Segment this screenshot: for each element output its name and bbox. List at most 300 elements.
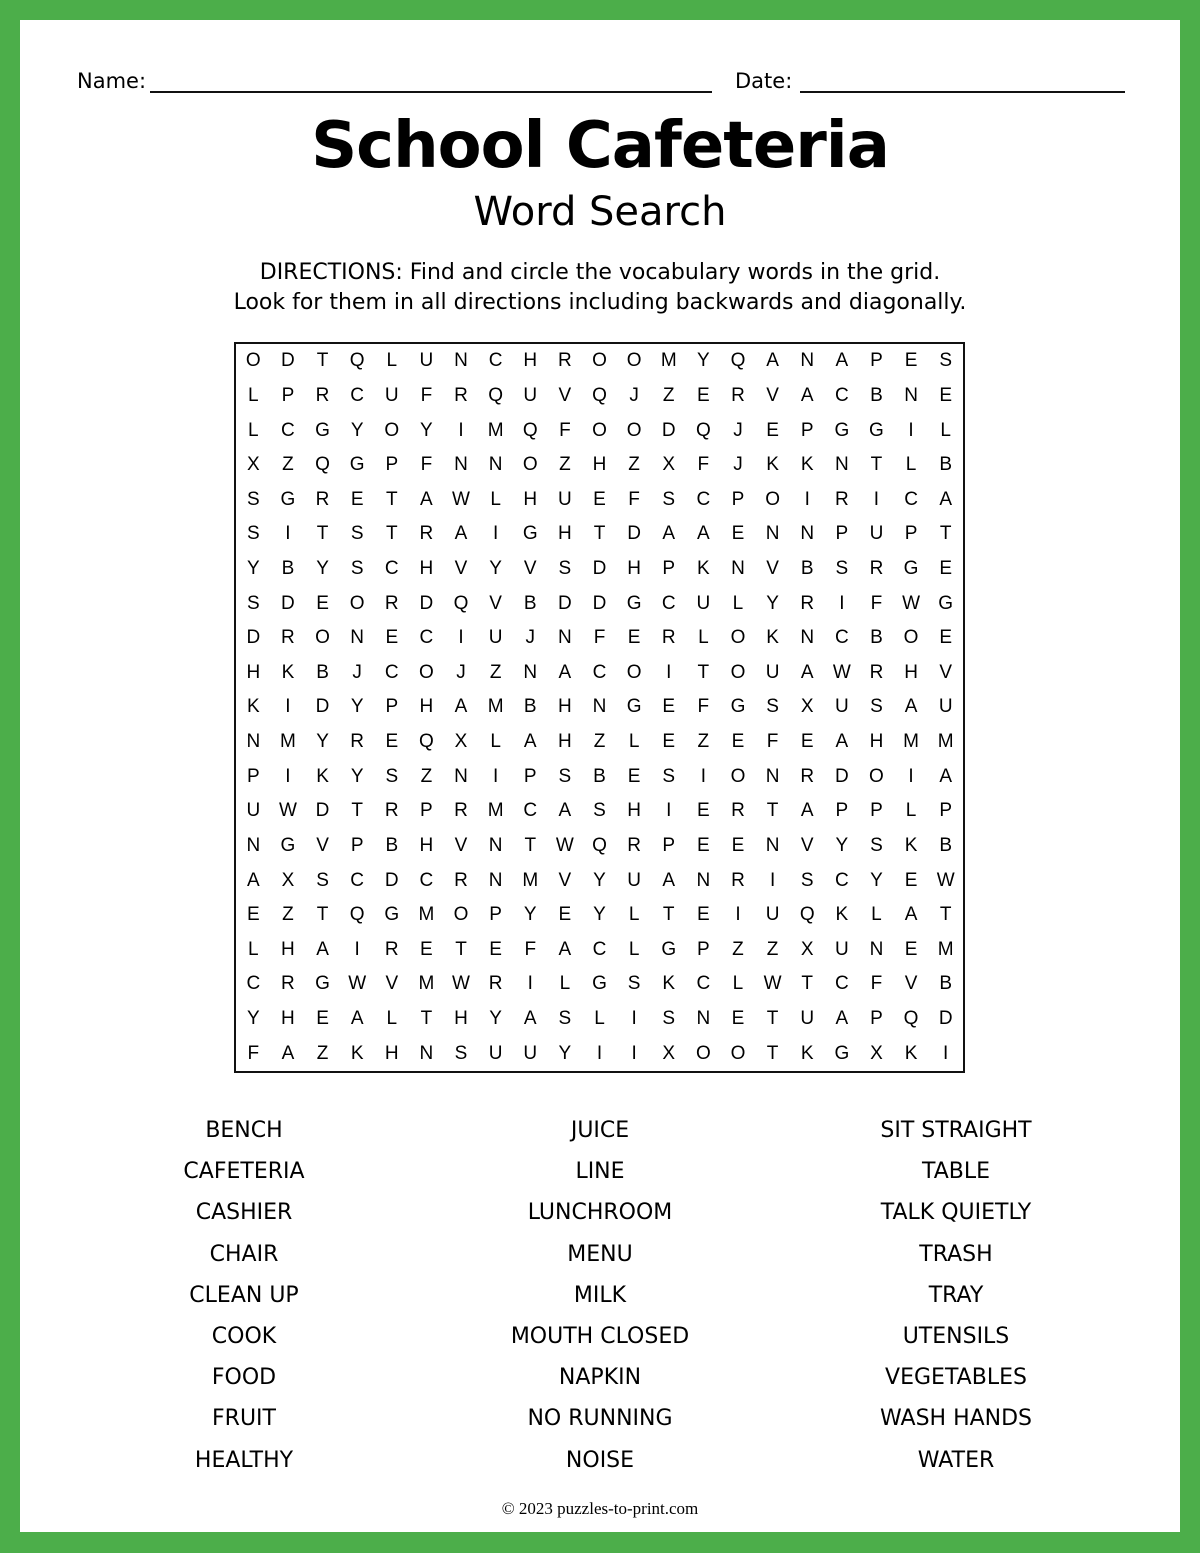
grid-cell[interactable]: H <box>419 834 434 856</box>
grid-cell[interactable]: H <box>558 731 572 753</box>
grid-cell[interactable]: B <box>316 661 329 683</box>
grid-cell[interactable]: H <box>246 661 261 683</box>
grid-cell[interactable]: F <box>420 384 433 406</box>
grid-cell[interactable]: O <box>453 904 469 926</box>
grid-cell[interactable]: I <box>631 1008 637 1030</box>
grid-cell[interactable]: V <box>558 384 572 406</box>
grid-cell[interactable]: E <box>697 834 710 856</box>
grid-cell[interactable]: M <box>487 800 504 822</box>
grid-cell[interactable]: X <box>870 1042 883 1064</box>
grid-cell[interactable]: P <box>870 1008 883 1030</box>
grid-cell[interactable]: P <box>385 696 399 718</box>
grid-cell[interactable]: W <box>278 800 297 822</box>
grid-cell[interactable]: R <box>454 384 468 406</box>
grid-cell[interactable]: Q <box>522 419 538 441</box>
grid-cell[interactable]: E <box>316 1008 329 1030</box>
grid-cell[interactable]: T <box>697 661 710 683</box>
grid-cell[interactable]: G <box>938 592 954 614</box>
grid-cell[interactable]: A <box>835 731 849 753</box>
grid-cell[interactable]: C <box>384 558 399 580</box>
grid-cell[interactable]: F <box>870 592 883 614</box>
grid-cell[interactable]: S <box>593 800 606 822</box>
grid-cell[interactable]: Q <box>315 454 330 476</box>
grid-cell[interactable]: P <box>385 454 399 476</box>
grid-cell[interactable]: I <box>596 1042 603 1064</box>
grid-cell[interactable]: O <box>903 627 919 649</box>
grid-cell[interactable]: U <box>834 938 849 960</box>
grid-cell[interactable]: P <box>731 488 745 510</box>
grid-cell[interactable]: T <box>316 350 329 372</box>
grid-cell[interactable]: L <box>628 731 640 753</box>
grid-cell[interactable]: S <box>316 869 329 891</box>
grid-cell[interactable]: S <box>454 1042 468 1064</box>
grid-cell[interactable]: A <box>454 523 468 545</box>
grid-cell[interactable]: M <box>937 731 954 753</box>
grid-cell[interactable]: I <box>285 696 291 718</box>
grid-cell[interactable]: K <box>246 696 260 718</box>
grid-cell[interactable]: M <box>660 350 677 372</box>
grid-cell[interactable]: C <box>592 661 607 683</box>
grid-cell[interactable]: O <box>245 350 261 372</box>
grid-cell[interactable]: P <box>350 834 364 856</box>
grid-cell[interactable]: T <box>385 488 398 510</box>
grid-cell[interactable]: I <box>908 765 914 787</box>
grid-cell[interactable]: D <box>627 523 641 545</box>
grid-cell[interactable]: K <box>766 627 779 649</box>
grid-cell[interactable]: N <box>488 869 503 891</box>
grid-cell[interactable]: A <box>523 731 537 753</box>
grid-cell[interactable]: H <box>419 696 434 718</box>
grid-cell[interactable]: V <box>316 834 329 856</box>
grid-cell[interactable]: F <box>420 454 433 476</box>
grid-cell[interactable]: O <box>419 661 434 683</box>
grid-cell[interactable]: G <box>626 592 642 614</box>
grid-cell[interactable]: Y <box>835 834 849 856</box>
grid-cell[interactable]: I <box>873 488 880 510</box>
grid-cell[interactable]: E <box>593 488 606 510</box>
grid-cell[interactable]: X <box>662 454 676 476</box>
grid-cell[interactable]: T <box>939 904 952 926</box>
grid-cell[interactable]: Z <box>282 454 294 476</box>
grid-cell[interactable]: S <box>246 488 260 510</box>
grid-cell[interactable]: S <box>835 558 849 580</box>
grid-cell[interactable]: V <box>939 661 953 683</box>
grid-cell[interactable]: D <box>834 765 849 787</box>
grid-cell[interactable]: H <box>627 800 641 822</box>
grid-cell[interactable]: T <box>662 904 675 926</box>
grid-cell[interactable]: K <box>904 1042 918 1064</box>
grid-cell[interactable]: T <box>316 523 329 545</box>
grid-cell[interactable]: Y <box>246 1008 260 1030</box>
grid-cell[interactable]: A <box>558 800 572 822</box>
grid-cell[interactable]: V <box>385 973 399 995</box>
grid-cell[interactable]: Q <box>349 904 365 926</box>
grid-cell[interactable]: A <box>523 1008 537 1030</box>
grid-cell[interactable]: T <box>870 454 883 476</box>
grid-cell[interactable]: N <box>454 350 468 372</box>
grid-cell[interactable]: J <box>525 627 535 649</box>
grid-cell[interactable]: S <box>662 1008 676 1030</box>
grid-cell[interactable]: I <box>458 627 464 649</box>
letter-grid[interactable] <box>234 342 965 1073</box>
grid-cell[interactable]: T <box>524 834 537 856</box>
grid-cell[interactable]: G <box>834 419 850 441</box>
grid-cell[interactable]: M <box>418 973 435 995</box>
grid-cell[interactable]: C <box>523 800 538 822</box>
grid-cell[interactable]: I <box>492 523 499 545</box>
grid-cell[interactable]: W <box>348 973 367 995</box>
grid-cell[interactable]: O <box>695 1042 711 1064</box>
grid-cell[interactable]: V <box>523 558 537 580</box>
grid-cell[interactable]: S <box>939 350 953 372</box>
grid-cell[interactable]: Y <box>420 419 433 441</box>
grid-cell[interactable]: N <box>800 523 815 545</box>
grid-cell[interactable]: C <box>592 938 607 960</box>
grid-cell[interactable]: E <box>350 488 364 510</box>
grid-cell[interactable]: E <box>385 731 399 753</box>
grid-cell[interactable]: B <box>385 834 399 856</box>
grid-cell[interactable]: F <box>870 973 883 995</box>
grid-cell[interactable]: J <box>352 661 362 683</box>
grid-cell[interactable]: A <box>350 1008 364 1030</box>
grid-cell[interactable]: K <box>281 661 295 683</box>
grid-cell[interactable]: C <box>696 488 711 510</box>
grid-cell[interactable]: U <box>938 696 953 718</box>
grid-cell[interactable]: N <box>765 834 780 856</box>
grid-cell[interactable]: E <box>939 384 953 406</box>
grid-cell[interactable]: F <box>697 454 710 476</box>
grid-cell[interactable]: E <box>904 869 918 891</box>
grid-cell[interactable]: N <box>523 661 538 683</box>
grid-cell[interactable]: A <box>766 350 779 372</box>
grid-cell[interactable]: R <box>558 350 572 372</box>
grid-cell[interactable]: A <box>800 661 814 683</box>
grid-cell[interactable]: O <box>730 1042 746 1064</box>
grid-cell[interactable]: L <box>940 419 951 441</box>
grid-cell[interactable]: F <box>247 1042 260 1064</box>
grid-cell[interactable]: U <box>800 1008 815 1030</box>
grid-cell[interactable]: L <box>905 454 917 476</box>
grid-cell[interactable]: S <box>558 558 572 580</box>
grid-cell[interactable]: E <box>627 765 641 787</box>
grid-cell[interactable]: Y <box>489 558 502 580</box>
grid-cell[interactable]: Z <box>316 1042 329 1064</box>
grid-cell[interactable]: R <box>869 661 884 683</box>
grid-cell[interactable]: E <box>246 904 260 926</box>
grid-cell[interactable]: R <box>315 384 330 406</box>
grid-cell[interactable]: H <box>558 696 572 718</box>
grid-cell[interactable]: X <box>662 1042 676 1064</box>
grid-cell[interactable]: A <box>800 384 814 406</box>
grid-cell[interactable]: W <box>452 488 470 510</box>
grid-cell[interactable]: R <box>800 592 815 614</box>
grid-cell[interactable]: N <box>454 765 468 787</box>
grid-cell[interactable]: N <box>246 731 261 753</box>
grid-cell[interactable]: L <box>248 419 259 441</box>
grid-cell[interactable]: E <box>697 800 710 822</box>
grid-cell[interactable]: R <box>384 800 399 822</box>
grid-cell[interactable]: S <box>246 523 260 545</box>
grid-cell[interactable]: Y <box>246 558 260 580</box>
grid-cell[interactable]: C <box>384 661 399 683</box>
grid-cell[interactable]: Q <box>419 731 434 753</box>
grid-cell[interactable]: F <box>593 627 606 649</box>
grid-cell[interactable]: B <box>939 834 953 856</box>
grid-cell[interactable]: B <box>800 558 814 580</box>
grid-cell[interactable]: L <box>732 973 744 995</box>
grid-cell[interactable]: H <box>523 350 538 372</box>
grid-cell[interactable]: A <box>904 696 918 718</box>
grid-cell[interactable]: D <box>592 558 607 580</box>
grid-cell[interactable]: I <box>354 938 360 960</box>
grid-cell[interactable]: G <box>315 419 330 441</box>
grid-cell[interactable]: B <box>523 696 537 718</box>
grid-cell[interactable]: K <box>662 973 676 995</box>
grid-cell[interactable]: G <box>661 938 677 960</box>
grid-cell[interactable]: L <box>698 627 709 649</box>
grid-cell[interactable]: L <box>248 938 259 960</box>
grid-cell[interactable]: Z <box>732 938 744 960</box>
grid-cell[interactable]: E <box>731 834 745 856</box>
name-field[interactable] <box>150 91 712 93</box>
grid-cell[interactable]: O <box>730 661 746 683</box>
grid-cell[interactable]: O <box>730 765 746 787</box>
grid-cell[interactable]: E <box>731 731 745 753</box>
grid-cell[interactable]: D <box>315 696 330 718</box>
grid-cell[interactable]: L <box>386 1008 398 1030</box>
grid-cell[interactable]: N <box>800 350 815 372</box>
grid-cell[interactable]: B <box>939 973 953 995</box>
grid-cell[interactable]: E <box>939 627 953 649</box>
grid-cell[interactable]: B <box>281 558 295 580</box>
grid-cell[interactable]: W <box>555 834 574 856</box>
grid-cell[interactable]: D <box>558 592 572 614</box>
grid-cell[interactable]: X <box>800 696 814 718</box>
grid-cell[interactable]: S <box>385 765 399 787</box>
grid-cell[interactable]: W <box>832 661 851 683</box>
grid-cell[interactable]: O <box>522 454 538 476</box>
grid-cell[interactable]: R <box>384 592 399 614</box>
grid-cell[interactable]: I <box>804 488 810 510</box>
grid-cell[interactable]: D <box>281 350 295 372</box>
grid-cell[interactable]: R <box>315 488 330 510</box>
grid-cell[interactable]: B <box>593 765 606 787</box>
grid-cell[interactable]: X <box>246 454 260 476</box>
grid-cell[interactable]: L <box>248 384 259 406</box>
grid-cell[interactable]: G <box>349 454 365 476</box>
grid-cell[interactable]: N <box>765 765 780 787</box>
grid-cell[interactable]: Z <box>628 454 640 476</box>
grid-cell[interactable]: E <box>627 627 641 649</box>
grid-cell[interactable]: E <box>904 938 918 960</box>
grid-cell[interactable]: F <box>559 419 571 441</box>
grid-cell[interactable]: E <box>800 731 814 753</box>
grid-cell[interactable]: V <box>454 558 468 580</box>
grid-cell[interactable]: L <box>732 592 744 614</box>
grid-cell[interactable]: E <box>420 938 433 960</box>
grid-cell[interactable]: P <box>835 800 849 822</box>
grid-cell[interactable]: P <box>662 834 676 856</box>
grid-cell[interactable]: N <box>800 627 815 649</box>
grid-cell[interactable]: O <box>315 627 330 649</box>
grid-cell[interactable]: H <box>592 454 607 476</box>
grid-cell[interactable]: H <box>558 523 572 545</box>
grid-cell[interactable]: N <box>246 834 261 856</box>
grid-cell[interactable]: M <box>280 731 296 753</box>
grid-cell[interactable]: P <box>870 350 883 372</box>
grid-cell[interactable]: D <box>315 800 330 822</box>
grid-cell[interactable]: R <box>800 765 815 787</box>
grid-cell[interactable]: I <box>839 592 845 614</box>
grid-cell[interactable]: K <box>316 765 329 787</box>
grid-cell[interactable]: P <box>904 523 918 545</box>
grid-cell[interactable]: E <box>731 523 745 545</box>
grid-cell[interactable]: G <box>834 1042 850 1064</box>
grid-cell[interactable]: V <box>489 592 502 614</box>
grid-cell[interactable]: Y <box>489 1008 502 1030</box>
grid-cell[interactable]: N <box>904 384 918 406</box>
grid-cell[interactable]: Q <box>799 904 815 926</box>
grid-cell[interactable]: O <box>765 488 780 510</box>
grid-cell[interactable]: N <box>869 938 884 960</box>
grid-cell[interactable]: O <box>626 661 642 683</box>
grid-cell[interactable]: N <box>834 454 849 476</box>
grid-cell[interactable]: A <box>697 523 710 545</box>
grid-cell[interactable]: V <box>766 384 779 406</box>
grid-cell[interactable]: A <box>454 696 468 718</box>
grid-cell[interactable]: R <box>731 869 745 891</box>
grid-cell[interactable]: U <box>765 661 780 683</box>
grid-cell[interactable]: A <box>316 938 329 960</box>
grid-cell[interactable]: K <box>350 1042 364 1064</box>
grid-cell[interactable]: A <box>662 869 676 891</box>
grid-cell[interactable]: I <box>492 765 499 787</box>
grid-cell[interactable]: T <box>801 973 813 995</box>
grid-cell[interactable]: V <box>454 834 468 856</box>
grid-cell[interactable]: A <box>939 488 953 510</box>
grid-cell[interactable]: G <box>730 696 746 718</box>
grid-cell[interactable]: O <box>349 592 365 614</box>
grid-cell[interactable]: M <box>903 731 919 753</box>
grid-cell[interactable]: I <box>908 419 914 441</box>
grid-cell[interactable]: G <box>522 523 538 545</box>
grid-cell[interactable]: M <box>937 938 954 960</box>
grid-cell[interactable]: S <box>350 523 364 545</box>
grid-cell[interactable]: H <box>384 1042 399 1064</box>
grid-cell[interactable]: H <box>627 558 641 580</box>
grid-cell[interactable]: N <box>731 558 745 580</box>
grid-cell[interactable]: T <box>766 1008 779 1030</box>
grid-cell[interactable]: Y <box>316 558 329 580</box>
grid-cell[interactable]: G <box>315 973 330 995</box>
grid-cell[interactable]: L <box>871 904 882 926</box>
grid-cell[interactable]: L <box>559 973 571 995</box>
grid-cell[interactable]: R <box>384 938 399 960</box>
grid-cell[interactable]: C <box>488 350 503 372</box>
grid-cell[interactable]: E <box>939 558 953 580</box>
grid-cell[interactable]: X <box>800 938 814 960</box>
grid-cell[interactable]: C <box>661 592 676 614</box>
grid-cell[interactable]: B <box>939 454 953 476</box>
grid-cell[interactable]: U <box>627 869 641 891</box>
grid-cell[interactable]: R <box>281 627 295 649</box>
grid-cell[interactable]: Q <box>730 350 746 372</box>
grid-cell[interactable]: J <box>733 419 743 441</box>
grid-cell[interactable]: H <box>869 731 884 753</box>
grid-cell[interactable]: P <box>246 765 260 787</box>
grid-cell[interactable]: I <box>943 1042 949 1064</box>
grid-cell[interactable]: R <box>627 834 641 856</box>
grid-cell[interactable]: D <box>661 419 676 441</box>
grid-cell[interactable]: A <box>800 800 814 822</box>
grid-cell[interactable]: C <box>834 384 849 406</box>
grid-cell[interactable]: N <box>488 454 503 476</box>
grid-cell[interactable]: I <box>735 904 741 926</box>
grid-cell[interactable]: V <box>558 869 572 891</box>
grid-cell[interactable]: C <box>834 973 849 995</box>
grid-cell[interactable]: G <box>903 558 919 580</box>
grid-cell[interactable]: M <box>522 869 539 891</box>
grid-cell[interactable]: L <box>905 800 917 822</box>
grid-cell[interactable]: N <box>419 1042 434 1064</box>
grid-cell[interactable]: G <box>384 904 400 926</box>
grid-cell[interactable]: P <box>800 419 814 441</box>
grid-cell[interactable]: W <box>452 973 470 995</box>
grid-cell[interactable]: A <box>835 350 849 372</box>
grid-cell[interactable]: F <box>524 938 537 960</box>
grid-cell[interactable]: S <box>627 973 641 995</box>
grid-cell[interactable]: N <box>488 834 503 856</box>
grid-cell[interactable]: E <box>904 350 918 372</box>
grid-cell[interactable]: H <box>523 488 538 510</box>
grid-cell[interactable]: U <box>488 627 503 649</box>
grid-cell[interactable]: G <box>280 488 296 510</box>
grid-cell[interactable]: A <box>558 938 572 960</box>
grid-cell[interactable]: O <box>592 350 607 372</box>
grid-cell[interactable]: P <box>697 938 710 960</box>
grid-cell[interactable]: T <box>593 523 606 545</box>
grid-cell[interactable]: D <box>592 592 607 614</box>
grid-cell[interactable]: C <box>834 869 849 891</box>
grid-cell[interactable]: E <box>385 627 399 649</box>
grid-cell[interactable]: G <box>592 973 607 995</box>
grid-cell[interactable]: T <box>316 904 329 926</box>
grid-cell[interactable]: M <box>487 696 504 718</box>
grid-cell[interactable]: F <box>766 731 779 753</box>
grid-cell[interactable]: O <box>730 627 746 649</box>
grid-cell[interactable]: R <box>661 627 676 649</box>
grid-cell[interactable]: C <box>281 419 295 441</box>
grid-cell[interactable]: Q <box>592 384 607 406</box>
grid-cell[interactable]: T <box>939 523 952 545</box>
grid-cell[interactable]: N <box>696 1008 711 1030</box>
grid-cell[interactable]: Q <box>592 834 607 856</box>
grid-cell[interactable]: Y <box>766 592 779 614</box>
grid-cell[interactable]: K <box>904 834 918 856</box>
grid-cell[interactable]: U <box>523 1042 538 1064</box>
grid-cell[interactable]: L <box>628 938 640 960</box>
grid-cell[interactable]: I <box>285 523 291 545</box>
grid-cell[interactable]: Y <box>350 419 364 441</box>
grid-cell[interactable]: T <box>455 938 467 960</box>
grid-cell[interactable]: O <box>869 765 884 787</box>
grid-cell[interactable]: O <box>626 419 642 441</box>
grid-cell[interactable]: D <box>384 869 399 891</box>
grid-cell[interactable]: R <box>869 558 884 580</box>
grid-cell[interactable]: H <box>281 938 295 960</box>
grid-cell[interactable]: C <box>419 869 434 891</box>
grid-cell[interactable]: R <box>454 869 468 891</box>
